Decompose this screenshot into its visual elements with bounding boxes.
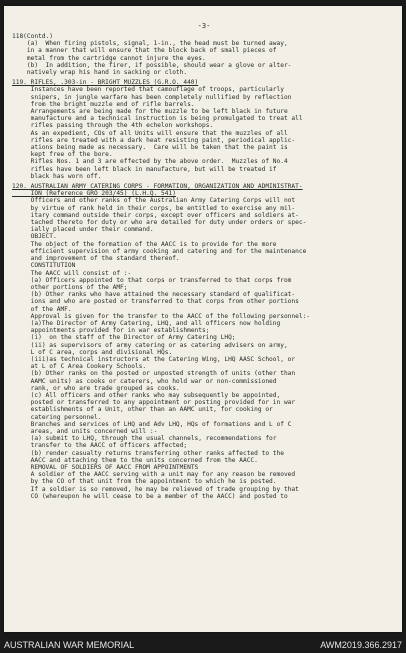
- text-line: (i) on the staff of the Director of Army Catering LHQ;: [12, 334, 236, 342]
- text-line: natively wrap his hand in sacking or cloth.: [12, 69, 188, 77]
- text-line: 118(Contd.): [12, 33, 53, 40]
- text-line: Instances have been reported that camouflage of troops, particularly: [12, 86, 284, 94]
- text-line: The object of the formation of the AACC is to provide for the more: [12, 240, 277, 248]
- text-line: Branches and services of LHQ and Adv LHQ, HQs of formations and L of C: [12, 420, 292, 428]
- text-line: snipers, in jungle warfare has been completely nullified by reflection: [12, 93, 292, 101]
- text-line: ially placed under their command.: [12, 226, 154, 234]
- text-line: If a soldier is so removed, he may be relieved of trade grouping by that: [12, 485, 299, 493]
- section-heading: 120. AUSTRALIAN ARMY CATERING CORPS - FORMATION, ORGANIZATION AND ADMINISTRAT- ION (Reference GRO 203/45) (L.H.Q. 541): [12, 183, 303, 198]
- text-line: (a)The Director of Army Catering, LHQ, and all officers now holding: [12, 319, 281, 327]
- text-line: Officers and other ranks of the Australian Army Catering Corps will not: [12, 197, 296, 205]
- text-line: appointments provided for in war establishments;: [12, 327, 210, 335]
- text-line: transfer to the AACC of officers affected;: [12, 442, 188, 450]
- text-line: rifles passing through the 4th echelon workshops.: [12, 122, 214, 130]
- text-line: areas, and units concerned will :-: [12, 427, 158, 435]
- text-line: ations being made as necessary. Care will be taken that the paint is: [12, 144, 288, 152]
- text-line: (b) Other ranks who have attained the necessary standard of qualificat-: [12, 291, 296, 299]
- text-line: REMOVAL OF SOLDIERS OF AACC FROM APPOINTMENTS: [12, 463, 199, 471]
- archive-footer: [0, 636, 406, 653]
- text-line: Arrangements are being made for the muzzle to be left black in future: [12, 108, 288, 116]
- text-line: (iii)as technical instructors at the Catering Wing, LHQ AASC School, or: [12, 355, 296, 363]
- footer-accession-number: AWM2019.366.2917: [320, 640, 402, 650]
- text-line: other portions of the AMF;: [12, 283, 128, 291]
- text-line: (a) When firing pistols, signal, 1-in., the head must be turned away,: [12, 40, 288, 48]
- text-line: (a) Officers appointed to that corps or transferred to that corps from: [12, 276, 292, 284]
- section: [12, 183, 396, 500]
- text-line: A soldier of the AACC serving with a unit may for any reason be removed: [12, 471, 296, 479]
- text-line: (b) render casualty returns transferring other ranks affected to the: [12, 449, 284, 457]
- text-line: rifles have been left black in manufacture, but will be treated if: [12, 165, 277, 173]
- text-line: kept free of the bore.: [12, 151, 113, 159]
- text-line: manufacture and a technical instruction is being promulgated to treat all: [12, 115, 303, 123]
- text-line: by the CO of that unit from the appointment to which he is posted.: [12, 478, 277, 486]
- document-page: [4, 6, 402, 632]
- text-line: and improvement of the standard thereof.: [12, 255, 180, 263]
- footer-institution: AUSTRALIAN WAR MEMORIAL: [4, 640, 135, 650]
- text-line: of the AMF.: [12, 305, 72, 313]
- text-line: from the bright muzzle end of rifle barrels.: [12, 100, 195, 108]
- text-line: (ii) as supervisors of army catering or as catering advisers on army,: [12, 341, 288, 349]
- text-line: CONSTITUTION: [12, 262, 76, 270]
- text-line: posted or transferred to any appointment or posting provided for in war: [12, 399, 296, 407]
- section-heading: 119. RIFLES, .303-in - BRIGHT MUZZLES (G.R.O. 440): [12, 79, 199, 87]
- section: [12, 79, 396, 180]
- text-line: Rifles Nos. 1 and 3 are effected by the above order. Muzzles of No.4: [12, 158, 288, 166]
- text-line: catering personnel.: [12, 413, 102, 421]
- text-line: OBJECT.: [12, 233, 57, 241]
- page-number: -3-: [197, 22, 211, 30]
- text-line: rifles are treated with a dark heat resisting paint, periodical applic-: [12, 136, 296, 144]
- text-line: metal from the cartridge cannot injure the eyes.: [12, 54, 206, 62]
- section: [12, 33, 396, 76]
- text-line: (c) All officers and other ranks who may subsequently be appointed,: [12, 391, 281, 399]
- document-body: [12, 22, 396, 500]
- text-line: (b) Other ranks on the posted or unposted strength of units (other than: [12, 370, 296, 378]
- text-line: AAMC units) as cooks or caterers, who hold war or non-commissioned: [12, 377, 277, 385]
- text-line: black has worn off.: [12, 172, 102, 180]
- text-line: establishments of a Unit, other than an AAMC unit, for cooking or: [12, 406, 273, 414]
- text-line: As an expedient, COs of all Units will ensure that the muzzles of all: [12, 129, 288, 137]
- text-line: AACC and attaching them to the units concerned from the AACC.: [12, 456, 258, 464]
- text-line: itary command outside their corps, except over officers and soldiers at-: [12, 211, 299, 219]
- text-line: (a) submit to LHQ, through the usual channels, recommendations for: [12, 435, 277, 443]
- text-line: ions and who are posted or transferred to that corps from other portions: [12, 298, 299, 306]
- text-line: at L of C Area Cookery Schools.: [12, 363, 147, 371]
- text-line: rank, or who are trade grouped as cooks.: [12, 384, 180, 392]
- text-line: efficient supervision of army cooking and catering and for the maintenance: [12, 247, 307, 255]
- text-line: CO (whereupon he will cease to be a member of the AACC) and posted to: [12, 492, 288, 500]
- text-line: tached thereto for duty or who are detailed for duty under orders or spec-: [12, 219, 307, 227]
- text-line: in a manner that will ensure that the block back of small pieces of: [12, 47, 277, 55]
- text-line: (b) In addition, the firer, if possible, should wear a glove or alter-: [12, 61, 292, 69]
- text-line: The AACC will consist of :-: [12, 269, 132, 277]
- text-line: by virtue of rank held in their corps, be entitled to exercise any mil-: [12, 204, 296, 212]
- text-line: Approval is given for the transfer to the AACC of the following personnel:-: [12, 312, 311, 320]
- text-line: L of C area, corps and divisional HQs.: [12, 348, 173, 356]
